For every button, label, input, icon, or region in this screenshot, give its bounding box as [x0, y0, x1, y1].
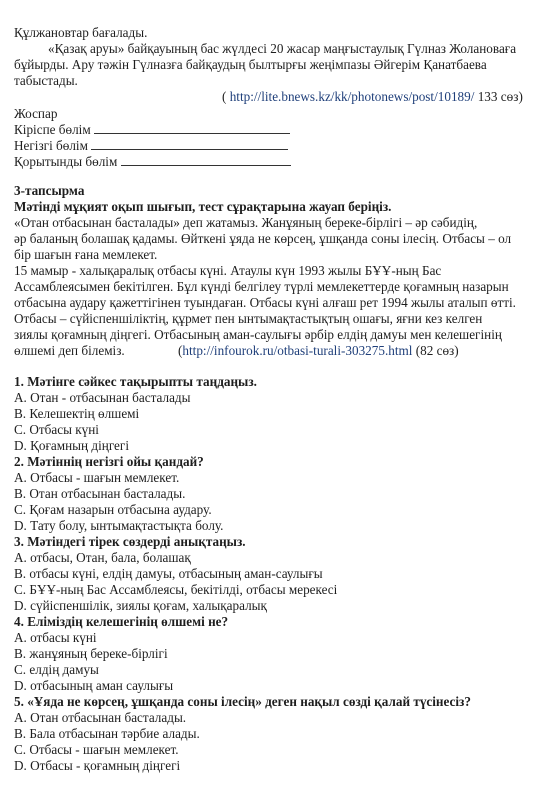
text-line-4: 15 мамыр - халықаралық отбасы күні. Атаулы күн 1993 жылы БҰҰ-ның Бас	[14, 263, 442, 278]
q5-option-a[interactable]: A. Отан отбасынан басталады.	[14, 710, 187, 725]
q1-option-d[interactable]: D. Қоғамның діңгегі	[14, 438, 129, 453]
q2-option-d[interactable]: D. Тату болу, ынтымақтастықта болу.	[14, 518, 224, 533]
text-line-2: әр баланың болашақ қадамы. Өйткені ұяда не көрсең, ұшқанда соны ілесің. Отбасы – ол	[14, 231, 512, 246]
question-1: 1. Мәтінге сәйкес тақырыпты таңдаңыз.	[14, 374, 257, 389]
text-line-9: өлшемі деп білеміз.	[14, 343, 125, 358]
q1-option-c[interactable]: C. Отбасы күні	[14, 422, 99, 437]
text-line-1: «Отан отбасынан басталады» деп жатамыз. Жанұяның береке-бірлігі – әр сәбидің,	[14, 215, 478, 230]
source-citation-1: ( http://lite.bnews.kz/kk/photonews/post/10189/ 133 сөз)	[222, 89, 523, 104]
q3-option-b[interactable]: B. отбасы күні, елдің дамуы, отбасының аман-саулығы	[14, 566, 323, 581]
text-line-5: Ассамблеясымен бекітілген. Бұл күнді белгілеу түрлі мемлекеттерде қоғамның назарын	[14, 279, 509, 294]
question-2: 2. Мәтіннің негізгі ойы қандай?	[14, 454, 204, 469]
answer-blank[interactable]	[91, 138, 288, 150]
intro-line-1: Құлжановтар бағалады.	[14, 25, 148, 40]
q1-option-b[interactable]: B. Келешектің өлшемі	[14, 406, 140, 421]
q5-option-d[interactable]: D. Отбасы - қоғамның діңгегі	[14, 758, 181, 773]
q2-option-a[interactable]: A. Отбасы - шағын мемлекет.	[14, 470, 180, 485]
task-heading: 3-тапсырма	[14, 183, 85, 198]
task-instruction: Мәтінді мұқият оқып шығып, тест сұрақтарына жауап беріңіз.	[14, 199, 392, 214]
intro-line-3: бұйырды. Ару тәжін Гүлназға байқаудың былтырғы жеңімпазы Әйгерім Қанатбаева	[14, 57, 487, 72]
text-line-7: Отбасы – сүйіспеншіліктің, құрмет пен ынтымақтастықтың ошағы, яғни кез келген	[14, 311, 483, 326]
q4-option-c[interactable]: C. елдің дамуы	[14, 662, 99, 677]
source-citation-2: (http://infourok.ru/otbasi-turali-303275.html (82 сөз)	[178, 343, 459, 358]
text-line-6: отбасына аудару қажеттігінен туындаған. Отбасы күні алғаш рет 1994 жылы аталып өтті.	[14, 295, 516, 310]
answer-blank[interactable]	[94, 122, 290, 134]
plan-title: Жоспар	[14, 106, 58, 121]
q3-option-a[interactable]: A. отбасы, Отан, бала, болашақ	[14, 550, 191, 565]
text-line-3: бір шағын ғана мемлекет.	[14, 247, 158, 262]
plan-item-main: Негізгі бөлім	[14, 138, 288, 154]
intro-line-4: табыстады.	[14, 73, 78, 88]
q2-option-c[interactable]: C. Қоғам назарын отбасына аудару.	[14, 502, 212, 517]
q1-option-a[interactable]: A. Отан - отбасынан басталады	[14, 390, 191, 405]
question-3: 3. Мәтіндегі тірек сөздерді анықтаңыз.	[14, 534, 246, 549]
answer-blank[interactable]	[121, 154, 291, 166]
q3-option-c[interactable]: C. БҰҰ-ның Бас Ассамблеясы, бекітілді, отбасы мерекесі	[14, 582, 338, 597]
plan-item-conclusion: Қорытынды бөлім	[14, 154, 291, 170]
text-line-8: зиялы қоғамның діңгегі. Отбасының аман-саулығы әрбір елдің дамуы мен келешегінің	[14, 327, 502, 342]
plan-item-intro: Кіріспе бөлім	[14, 122, 290, 138]
question-5: 5. «Ұяда не көрсең, ұшқанда соны ілесің» деген нақыл сөзді қалай түсінесіз?	[14, 694, 471, 709]
q4-option-b[interactable]: B. жанұяның береке-бірлігі	[14, 646, 168, 661]
q5-option-b[interactable]: B. Бала отбасынан тәрбие алады.	[14, 726, 200, 741]
q4-option-a[interactable]: A. отбасы күні	[14, 630, 97, 645]
intro-line-2: «Қазақ аруы» байқауының бас жүлдесі 20 жасар маңғыстаулық Гүлназ Жолановаға	[48, 41, 517, 56]
source-link-2[interactable]: http://infourok.ru/otbasi-turali-303275.html	[182, 343, 413, 358]
q5-option-c[interactable]: C. Отбасы - шағын мемлекет.	[14, 742, 179, 757]
q4-option-d[interactable]: D. отбасының аман саулығы	[14, 678, 174, 693]
source-link-1[interactable]: http://lite.bnews.kz/kk/photonews/post/10189/	[229, 89, 475, 104]
question-4: 4. Еліміздің келешегінің өлшемі не?	[14, 614, 229, 629]
q2-option-b[interactable]: B. Отан отбасынан басталады.	[14, 486, 186, 501]
q3-option-d[interactable]: D. сүйіспеншілік, зиялы қоғам, халықаралық	[14, 598, 267, 613]
